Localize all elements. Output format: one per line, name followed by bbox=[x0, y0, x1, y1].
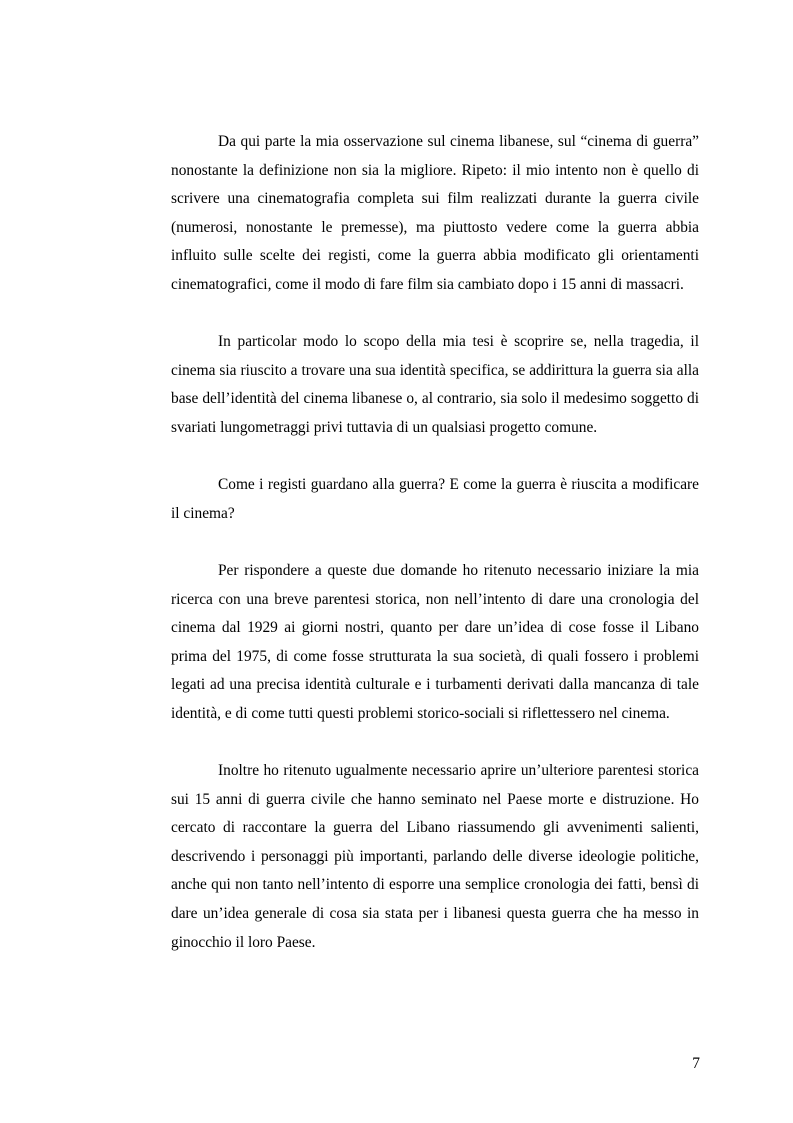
paragraph-4: Per rispondere a queste due domande ho ritenuto necessario iniziare la mia ricerca con una breve parentesi storica, non nell’intento di dare una cronologia del cinema dal 1929 ai giorni nostri, quanto per dare un’idea di cose fosse il Libano prima del 1975, di come fosse strutturata la sua società, di quali fossero i problemi legati ad una precisa identità culturale e i turbamenti derivati dalla mancanza di tale identità, e di come tutti questi problemi storico-sociali si riflettessero nel cinema. bbox=[171, 561, 699, 722]
page-number: 7 bbox=[692, 1055, 700, 1072]
body-text bbox=[171, 128, 699, 986]
paragraph-2: In particolar modo lo scopo della mia tesi è scoprire se, nella tragedia, il cinema sia riuscito a trovare una sua identità specifica, se addirittura la guerra sia alla base dell’identità del cinema libanese o, al contrario, sia solo il medesimo soggetto di svariati lungometraggi privi tuttavia di un qualsiasi progetto comune. bbox=[171, 333, 699, 436]
paragraph-3: Come i registi guardano alla guerra? E come la guerra è riuscita a modificare il cinema? bbox=[171, 476, 699, 522]
paragraph-1: Da qui parte la mia osservazione sul cinema libanese, sul “cinema di guerra” nonostante la definizione non sia la migliore. Ripeto: il mio intento non è quello di scrivere una cinematografia completa sui film realizzati durante la guerra civile (numerosi, nonostante le premesse), ma piuttosto vedere come la guerra abbia influito sulle scelte dei registi, come la guerra abbia modificato gli orientamenti cinematografici, come il modo di fare film sia cambiato dopo i 15 anni di massacri. bbox=[171, 133, 699, 293]
paragraph-5: Inoltre ho ritenuto ugualmente necessario aprire un’ulteriore parentesi storica sui 15 anni di guerra civile che hanno seminato nel Paese morte e distruzione. Ho cercato di raccontare la guerra del Libano riassumendo gli avvenimenti salienti, descrivendo i personaggi più importanti, parlando delle diverse ideologie politiche, anche qui non tanto nell’intento di esporre una semplice cronologia dei fatti, bensì di dare un’idea generale di cosa sia stata per i libanesi questa guerra che ha messo in ginocchio il loro Paese. bbox=[171, 762, 699, 951]
